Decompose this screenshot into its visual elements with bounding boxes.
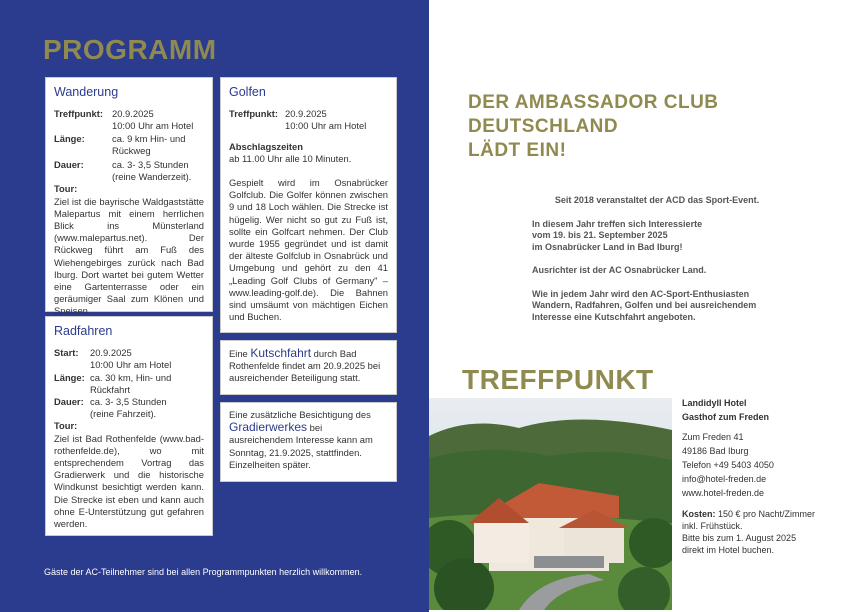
hotel-street: Zum Freden 41 bbox=[682, 432, 744, 442]
kutschfahrt-pre: Eine bbox=[229, 348, 251, 359]
footnote: Gäste der AC-Teilnehmer sind bei allen Programmpunkten herzlich willkommen. bbox=[44, 567, 363, 577]
value: ca. 9 km Hin- und bbox=[112, 132, 186, 144]
value: 10:00 Uhr am Hotel bbox=[90, 359, 172, 371]
label: Dauer: bbox=[54, 396, 84, 408]
value: 20.9.2025 bbox=[285, 108, 327, 120]
abschlag-text: ab 11.00 Uhr alle 10 Minuten. bbox=[229, 152, 352, 164]
kosten-value: inkl. Frühstück. bbox=[682, 521, 743, 531]
booking-note: Bitte bis zum 1. August 2025 bbox=[682, 533, 797, 543]
kutschfahrt-box bbox=[220, 340, 397, 395]
kosten-value: 150 € pro Nacht/Zimmer bbox=[715, 509, 816, 519]
headline-line: LÄDT EIN! bbox=[468, 140, 567, 161]
label: Länge: bbox=[54, 132, 85, 144]
headline-line: DEUTSCHLAND bbox=[468, 116, 619, 137]
gradierwerk-box bbox=[220, 402, 397, 482]
hotel-info bbox=[682, 396, 842, 556]
value: 10:00 Uhr am Hotel bbox=[112, 120, 194, 132]
hotel-phone: Telefon +49 5403 4050 bbox=[682, 460, 774, 470]
intro-p2-line: In diesem Jahr treffen sich Interessierte bbox=[532, 218, 703, 229]
value: Rückfahrt bbox=[90, 383, 131, 395]
kutschfahrt-post: durch Bad Rothenfelde findet am 20.9.2025 bei ausreichender Beteiligung statt. bbox=[229, 348, 381, 384]
label: Länge: bbox=[54, 371, 85, 383]
golfen-body: Gespielt wird im Osnabrücker Golfclub. Die Golfer können zwischen 9 und 18 Loch wählen. Die Strecke ist hügelig. Wer nicht so gut zu Fuß ist, sollte ein Golfcart nehmen. Der Club wurde 1955 gegründet und ist damit der älteste Golfclub in Osnabrück und Umgebung und gehört zu den 41 „Leading Golf Clubs of Germany" – www.leading-golf.de). Die Bahnen sind umsäumt von mächtigen Eichen und Buchen. bbox=[229, 177, 388, 323]
gradierwerk-accent: Gradierwerkes bbox=[229, 420, 308, 435]
value: ca. 3- 3,5 Stunden bbox=[112, 159, 189, 171]
treffpunkt-title: TREFFPUNKT bbox=[462, 364, 654, 395]
booking-note: direkt im Hotel buchen. bbox=[682, 545, 775, 555]
headline bbox=[468, 91, 719, 163]
intro-p3: Ausrichter ist der AC Osnabrücker Land. bbox=[532, 265, 707, 275]
tour-text: Ziel ist die bayrische Waldgaststätte Malepartus mit einem herrlichen Blick ins Münsterland (www.malepartus.net). Der Rückweg führt am Fuß des Wiehengebirges zurück nach Bad Iburg. Dort wartet bei gutem Wetter eine Gartenterrasse oder ein geräumiger Saal zum Klönen und Speisen. bbox=[54, 195, 204, 317]
intro-text bbox=[532, 195, 782, 323]
gradierwerk-pre: Eine zusätzliche Besichtigung des bbox=[229, 409, 371, 420]
intro-p4-line: Wie in jedem Jahr wird den AC-Sport-Enthusiasten bbox=[532, 288, 750, 299]
tour-label: Tour: bbox=[54, 183, 78, 195]
intro-p1: Seit 2018 veranstaltet der ACD das Sport-Event. bbox=[554, 195, 760, 205]
wanderung-title: Wanderung bbox=[54, 85, 119, 99]
wanderung-box bbox=[45, 77, 213, 317]
hotel-name: Landidyll Hotel bbox=[682, 398, 747, 408]
value: (reine Wanderzeit). bbox=[112, 171, 192, 183]
tour-label: Tour: bbox=[54, 420, 78, 432]
hotel-name: Gasthof zum Freden bbox=[682, 412, 770, 422]
intro-p2-line: vom 19. bis 21. September 2025 bbox=[532, 230, 668, 240]
hotel-photo bbox=[429, 398, 672, 610]
value: ca. 30 km, Hin- und bbox=[90, 371, 172, 383]
value: (reine Fahrzeit). bbox=[90, 408, 157, 420]
hotel-city: 49186 Bad Iburg bbox=[682, 446, 749, 456]
intro-p4-line: Interesse eine Kutschfahrt angeboten. bbox=[532, 311, 696, 322]
value: ca. 3- 3,5 Stunden bbox=[90, 396, 167, 408]
hotel-web[interactable]: www.hotel-freden.de bbox=[682, 488, 765, 498]
golfen-box bbox=[220, 77, 397, 333]
hotel-email[interactable]: info@hotel-freden.de bbox=[682, 474, 767, 484]
golfen-title: Golfen bbox=[229, 85, 266, 99]
hotel-photo-illustration bbox=[429, 398, 672, 610]
tour-text: Ziel ist Bad Rothenfelde (www.bad-rothenfelde.de), wo mit entsprechendem Vortrag das Gradierwerk und die historische Windkunst besichtigt werden kann. Die Strecke ist eben und kann auch ohne E-Unterstützung gut gefahren werden. bbox=[54, 432, 204, 530]
headline-line: DER AMBASSADOR CLUB bbox=[468, 92, 719, 113]
hotel-kosten bbox=[682, 508, 842, 556]
radfahren-box bbox=[45, 316, 213, 536]
radfahren-title: Radfahren bbox=[54, 324, 113, 338]
gradierwerk-post: bei ausreichendem Interesse kann am Sonntag, 21.9.2025, stattfinden. Einzelheiten später. bbox=[229, 422, 373, 470]
label: Start: bbox=[54, 347, 79, 359]
label: Treffpunkt: bbox=[229, 108, 278, 120]
value: 20.9.2025 bbox=[112, 108, 154, 120]
intro-p4-line: Wandern, Radfahren, Golfen und bei ausreichendem bbox=[532, 300, 757, 310]
abschlag-label: Abschlagszeiten bbox=[229, 140, 303, 152]
value: 20.9.2025 bbox=[90, 347, 132, 359]
kutschfahrt-accent: Kutschfahrt bbox=[250, 346, 312, 360]
value: Rückweg bbox=[112, 144, 151, 156]
value: 10:00 Uhr am Hotel bbox=[285, 120, 367, 132]
programm-title: PROGRAMM bbox=[43, 34, 217, 65]
label: Dauer: bbox=[54, 159, 84, 171]
kosten-label: Kosten: bbox=[682, 509, 716, 519]
label: Treffpunkt: bbox=[54, 108, 103, 120]
intro-p2-line: im Osnabrücker Land in Bad Iburg! bbox=[532, 241, 683, 252]
